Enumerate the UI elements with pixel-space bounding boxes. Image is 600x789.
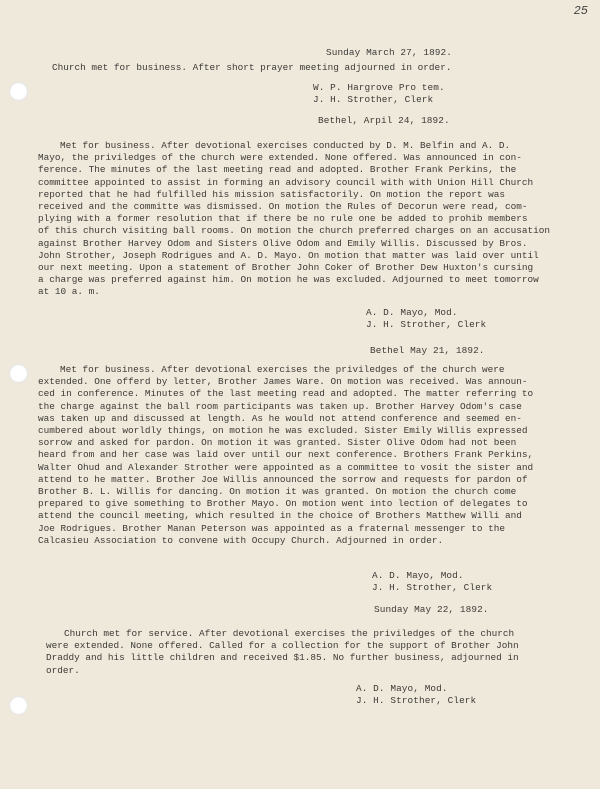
signature-line: A. D. Mayo, Mod. [372, 570, 464, 581]
signature-line: J. H. Strother, Clerk [313, 94, 434, 105]
entry-date: Bethel, Arpil 24, 1892. [318, 115, 450, 126]
entry-date: Sunday March 27, 1892. [326, 47, 452, 58]
signature-line: J. H. Strother, Clerk [356, 695, 477, 706]
entry-date: Bethel May 21, 1892. [370, 345, 485, 356]
entry-date: Sunday May 22, 1892. [374, 604, 489, 615]
signature-line: W. P. Hargrove Pro tem. [313, 82, 445, 93]
signature-line: J. H. Strother, Clerk [366, 319, 487, 330]
signature-line: J. H. Strother, Clerk [372, 582, 493, 593]
punch-hole-middle [9, 364, 28, 383]
entry-body: Church met for service. After devotional exercises the priviledges of the church were extended. None offered. Called for a collection for the support of Brother John Draddy and his little children and received $1.85. No further business, adjourned in order. [46, 628, 519, 676]
entry-body: Church met for business. After short prayer meeting adjourned in order. [52, 62, 452, 73]
punch-hole-top [9, 82, 28, 101]
punch-hole-bottom [9, 696, 28, 715]
entry-body: Met for business. After devotional exercises the priviledges of the church were extended. One offerd by letter, Brother James Ware. On motion was received. Was announ- ced in conference. Minutes of the last meeting read and adopted. The matter referring to the charge against the ball room participants was taken up. Brother Harvey Odom's case was taken up and discussed at length. As he would not attend conference and seemed en- cumbered about worldly things, on motion he was excluded. Sister Emily Willis expressed sorrow and asked for pardon. On motion it was granted. Sister Olive Odom had not been heard from and her case was laid over until our next conference. Brothers Frank Perkins, Walter Ohud and Alexander Strother were appointed as a committee to vosit the sister and attend to he matter. Brother Joe Willis announced the sorrow and requests for pardon of Brother B. L. Willis for dancing. On motion it was granted. On motion the church come prepared to give something to Brother Mayo. On motion went into lection of delegates to attend the council meeting, which resulted in the choice of Brothers Matthew Willi and Joe Rodrigues. Brother Manan Peterson was appointed as a fraternal messenger to the Calcasieu Association to convene with Occupy Church. Adjourned in order. [38, 364, 534, 546]
page-number: 25 [573, 4, 588, 18]
entry-body: Met for business. After devotional exercises conducted by D. M. Belfin and A. D. Mayo, the priviledges of the church were extended. None offered. Was announced in con- ference. The minutes of the last meeting read and adopted. Brother Frank Perkins, the committee appointed to assist in forming an advisory council with with Union Hill Church reported that he had fulfilled his mission satisfactorily. On motion the report was received and the committe was dismissed. On motion the Rules of Decorun were read, com- plying with a former resolution that if there be no rule one be added to prohib members of this church visiting ball rooms. On motion the church preferred charges on an accusation against Brother Harvey Odom and Sisters Olive Odom and Emily Willis. Discussed by Bros. John Strother, Joseph Rodrigues and A. D. Mayo. On motion that matter was laid over until our next meeting. Upon a statement of Brother John Coker of Brother Dew Huxton's cursing a charge was preferred against him. On motion he was excluded. Adjourned to meet tomorrow at 10 a. m. [38, 140, 550, 298]
signature-line: A. D. Mayo, Mod. [356, 683, 448, 694]
signature-line: A. D. Mayo, Mod. [366, 307, 458, 318]
